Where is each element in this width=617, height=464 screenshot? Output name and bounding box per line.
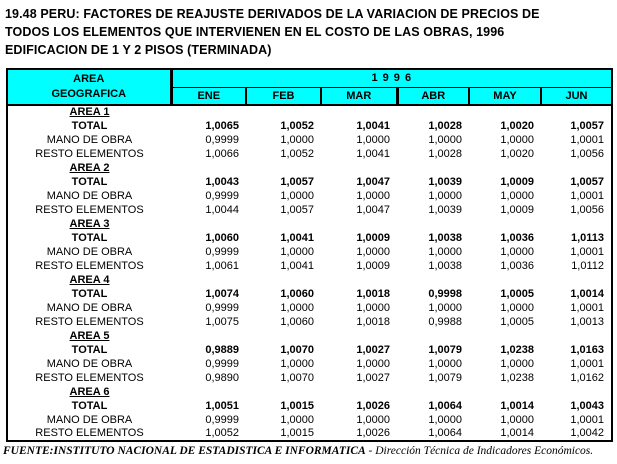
empty-cell	[469, 105, 541, 119]
value-cell: 0,9999	[205, 357, 239, 370]
row-label: RESTO ELEMENTOS	[35, 427, 144, 439]
value-cell: 1,0064	[428, 427, 462, 439]
empty-cell	[397, 273, 469, 287]
empty-cell	[541, 161, 612, 175]
row-label: RESTO ELEMENTOS	[35, 259, 144, 272]
value-cell: 1,0057	[280, 203, 314, 216]
value-cell: 1,0000	[500, 245, 534, 258]
month-header-ene: ENE	[171, 87, 246, 105]
empty-cell	[469, 385, 541, 399]
empty-cell	[171, 385, 246, 399]
value-cell: 1,0000	[280, 301, 314, 314]
value-cell: 1,0009	[500, 203, 534, 216]
row-label: RESTO ELEMENTOS	[35, 147, 144, 160]
value-cell: 0,9998	[428, 287, 462, 300]
value-cell: 1,0000	[280, 245, 314, 258]
value-cell: 1,0047	[356, 175, 390, 188]
table-row	[7, 119, 612, 133]
value-cell: 1,0000	[428, 301, 462, 314]
table-row	[7, 399, 612, 413]
value-cell: 1,0013	[570, 315, 605, 328]
value-cell: 0,9889	[205, 343, 239, 356]
value-cell: 1,0238	[500, 343, 534, 356]
value-cell: 1,0000	[356, 413, 390, 426]
title-line-1: 19.48 PERU: FACTORES DE REAJUSTE DERIVADOS DE LA VARIACION DE PRECIOS DE	[5, 7, 540, 21]
area-header-row	[7, 161, 612, 175]
value-cell: 1,0044	[205, 203, 239, 216]
value-cell: 1,0000	[428, 413, 462, 426]
value-cell: 1,0009	[356, 231, 390, 244]
area-label: AREA 1	[69, 106, 110, 118]
area-header-row	[7, 273, 612, 287]
value-cell: 1,0163	[570, 343, 605, 356]
area-label: AREA 4	[69, 273, 110, 286]
value-cell: 1,0001	[570, 189, 605, 202]
value-cell: 1,0056	[570, 147, 605, 160]
value-cell: 1,0043	[205, 175, 239, 188]
empty-cell	[246, 105, 321, 119]
area-header-row	[7, 105, 612, 119]
value-cell: 1,0018	[356, 287, 390, 300]
table-row	[7, 147, 612, 161]
value-cell: 1,0000	[280, 357, 314, 370]
table-row	[7, 301, 612, 315]
value-cell: 1,0056	[570, 203, 605, 216]
value-cell: 1,0112	[571, 259, 605, 272]
value-cell: 1,0000	[500, 413, 534, 426]
value-cell: 1,0028	[428, 147, 462, 160]
value-cell: 1,0020	[500, 119, 534, 132]
source-institution: FUENTE:INSTITUTO NACIONAL DE ESTADISTICA E INFORMATICA	[3, 445, 366, 457]
row-label: RESTO ELEMENTOS	[35, 371, 144, 384]
value-cell: 1,0015	[280, 427, 314, 439]
value-cell: 1,0074	[205, 287, 239, 300]
value-cell: 1,0162	[570, 371, 605, 384]
empty-cell	[321, 385, 397, 399]
value-cell: 1,0079	[428, 371, 462, 384]
value-cell: 1,0000	[500, 189, 534, 202]
value-cell: 1,0060	[280, 287, 314, 300]
value-cell: 0,9890	[205, 371, 239, 384]
value-cell: 1,0043	[570, 399, 605, 412]
row-label: RESTO ELEMENTOS	[35, 203, 144, 216]
area-header-line-2: GEOGRAFICA	[51, 88, 127, 100]
value-cell: 0,9999	[205, 133, 239, 146]
row-label: TOTAL	[71, 231, 108, 244]
table-row	[7, 343, 612, 357]
value-cell: 1,0001	[570, 133, 605, 146]
row-label: TOTAL	[71, 175, 108, 188]
value-cell: 1,0000	[428, 133, 462, 146]
source-note	[3, 445, 617, 457]
value-cell: 0,9999	[205, 189, 239, 202]
empty-cell	[541, 105, 612, 119]
empty-cell	[397, 385, 469, 399]
row-label: MANO DE OBRA	[46, 357, 133, 370]
empty-cell	[321, 329, 397, 343]
value-cell: 0,9999	[205, 245, 239, 258]
empty-cell	[246, 329, 321, 343]
value-cell: 1,0070	[280, 343, 314, 356]
table-row	[7, 357, 612, 371]
month-header-may: MAY	[469, 87, 541, 105]
empty-cell	[321, 161, 397, 175]
value-cell: 1,0000	[428, 245, 462, 258]
value-cell: 1,0009	[356, 259, 390, 272]
area-header-line-1: AREA	[73, 73, 105, 85]
table-title	[5, 5, 617, 59]
row-label: TOTAL	[71, 119, 108, 132]
row-label: TOTAL	[71, 287, 108, 300]
area-label: AREA 3	[69, 217, 110, 230]
row-label: MANO DE OBRA	[46, 301, 133, 314]
empty-cell	[246, 385, 321, 399]
value-cell: 1,0000	[280, 189, 314, 202]
value-cell: 1,0027	[356, 371, 390, 384]
value-cell: 1,0066	[205, 147, 239, 160]
value-cell: 1,0014	[500, 427, 534, 439]
value-cell: 0,9999	[205, 413, 239, 426]
value-cell: 1,0036	[500, 231, 534, 244]
value-cell: 1,0018	[356, 315, 390, 328]
value-cell: 1,0060	[205, 231, 239, 244]
table-row	[7, 245, 612, 259]
source-department: - Dirección Técnica de Indicadores Económicos.	[365, 445, 594, 457]
value-cell: 1,0028	[428, 119, 462, 132]
value-cell: 1,0001	[570, 357, 605, 370]
table-row	[7, 175, 612, 189]
value-cell: 1,0000	[280, 133, 314, 146]
area-label: AREA 6	[69, 385, 110, 398]
value-cell: 1,0001	[570, 413, 605, 426]
value-cell: 1,0014	[570, 287, 605, 300]
empty-cell	[541, 329, 612, 343]
empty-cell	[541, 385, 612, 399]
value-cell: 1,0039	[428, 203, 462, 216]
row-label: RESTO ELEMENTOS	[35, 315, 144, 328]
empty-cell	[171, 273, 246, 287]
value-cell: 1,0079	[428, 343, 462, 356]
value-cell: 1,0027	[356, 343, 390, 356]
value-cell: 1,0000	[356, 357, 390, 370]
month-header-mar: MAR	[321, 87, 397, 105]
header-row-year	[7, 69, 612, 87]
value-cell: 1,0070	[280, 371, 314, 384]
value-cell: 1,0057	[570, 119, 605, 132]
value-cell: 1,0038	[428, 231, 462, 244]
value-cell: 1,0052	[280, 119, 314, 132]
value-cell: 1,0000	[500, 357, 534, 370]
empty-cell	[321, 217, 397, 231]
value-cell: 1,0000	[356, 133, 390, 146]
empty-cell	[541, 217, 612, 231]
area-geografica-header	[7, 69, 171, 105]
month-header-feb: FEB	[246, 87, 321, 105]
value-cell: 1,0014	[500, 399, 534, 412]
value-cell: 1,0041	[356, 147, 390, 160]
empty-cell	[469, 217, 541, 231]
value-cell: 1,0052	[280, 147, 314, 160]
value-cell: 1,0000	[356, 189, 390, 202]
table-row	[7, 231, 612, 245]
value-cell: 1,0041	[280, 259, 314, 272]
table-row	[7, 371, 612, 385]
table-row	[7, 189, 612, 203]
table-row	[7, 259, 612, 273]
value-cell: 1,0052	[205, 427, 239, 439]
table-row	[7, 133, 612, 147]
row-label: TOTAL	[71, 399, 108, 412]
area-label: AREA 2	[69, 161, 110, 174]
empty-cell	[321, 105, 397, 119]
empty-cell	[469, 273, 541, 287]
title-line-3: EDIFICACION DE 1 Y 2 PISOS (TERMINADA)	[5, 43, 272, 57]
row-label: MANO DE OBRA	[46, 413, 133, 426]
value-cell: 1,0238	[500, 371, 534, 384]
value-cell: 1,0051	[205, 399, 239, 412]
row-label: TOTAL	[71, 343, 108, 356]
value-cell: 1,0000	[500, 301, 534, 314]
month-header-jun: JUN	[541, 87, 612, 105]
empty-cell	[246, 217, 321, 231]
empty-cell	[541, 273, 612, 287]
statistics-table	[6, 68, 613, 442]
value-cell: 1,0000	[280, 413, 314, 426]
empty-cell	[246, 161, 321, 175]
empty-cell	[171, 329, 246, 343]
title-line-2: TODOS LOS ELEMENTOS QUE INTERVIENEN EN EL COSTO DE LAS OBRAS, 1996	[5, 25, 505, 39]
empty-cell	[469, 329, 541, 343]
area-header-row	[7, 329, 612, 343]
value-cell: 1,0000	[428, 189, 462, 202]
month-header-abr: ABR	[397, 87, 469, 105]
value-cell: 1,0026	[356, 427, 390, 439]
value-cell: 1,0026	[356, 399, 390, 412]
value-cell: 1,0001	[570, 301, 605, 314]
empty-cell	[397, 161, 469, 175]
value-cell: 1,0036	[500, 259, 534, 272]
empty-cell	[469, 161, 541, 175]
area-label: AREA 5	[69, 329, 110, 342]
value-cell: 1,0005	[500, 315, 534, 328]
value-cell: 1,0005	[500, 287, 534, 300]
value-cell: 1,0057	[280, 175, 314, 188]
table-row	[7, 287, 612, 301]
empty-cell	[397, 105, 469, 119]
row-label: MANO DE OBRA	[46, 245, 133, 258]
value-cell: 1,0047	[356, 203, 390, 216]
value-cell: 1,0064	[428, 399, 462, 412]
row-label: MANO DE OBRA	[46, 189, 133, 202]
value-cell: 1,0009	[500, 175, 534, 188]
value-cell: 1,0065	[205, 119, 239, 132]
table-row	[7, 413, 612, 427]
area-header-row	[7, 217, 612, 231]
area-header-row	[7, 385, 612, 399]
value-cell: 1,0000	[428, 357, 462, 370]
value-cell: 1,0113	[570, 231, 605, 244]
value-cell: 1,0000	[500, 133, 534, 146]
table-row	[7, 203, 612, 217]
row-label: MANO DE OBRA	[46, 133, 133, 146]
table-header	[7, 69, 612, 105]
value-cell: 1,0075	[205, 315, 239, 328]
empty-cell	[397, 217, 469, 231]
value-cell: 1,0061	[205, 259, 239, 272]
empty-cell	[171, 105, 246, 119]
table-row	[7, 315, 612, 329]
empty-cell	[246, 273, 321, 287]
value-cell: 1,0020	[500, 147, 534, 160]
value-cell: 1,0041	[280, 231, 314, 244]
value-cell: 1,0041	[356, 119, 390, 132]
empty-cell	[171, 161, 246, 175]
value-cell: 1,0001	[570, 245, 605, 258]
value-cell: 1,0000	[356, 245, 390, 258]
value-cell: 1,0015	[280, 399, 314, 412]
value-cell: 1,0057	[570, 175, 605, 188]
empty-cell	[321, 273, 397, 287]
value-cell: 1,0039	[428, 175, 462, 188]
empty-cell	[171, 217, 246, 231]
value-cell: 0,9988	[428, 315, 462, 328]
value-cell: 1,0060	[280, 315, 314, 328]
table-row	[7, 427, 612, 441]
value-cell: 1,0000	[356, 301, 390, 314]
value-cell: 1,0038	[428, 259, 462, 272]
year-header: 1 9 9 6	[171, 69, 612, 87]
empty-cell	[397, 329, 469, 343]
value-cell: 1,0042	[570, 427, 605, 439]
table-body	[7, 105, 612, 441]
value-cell: 0,9999	[205, 301, 239, 314]
